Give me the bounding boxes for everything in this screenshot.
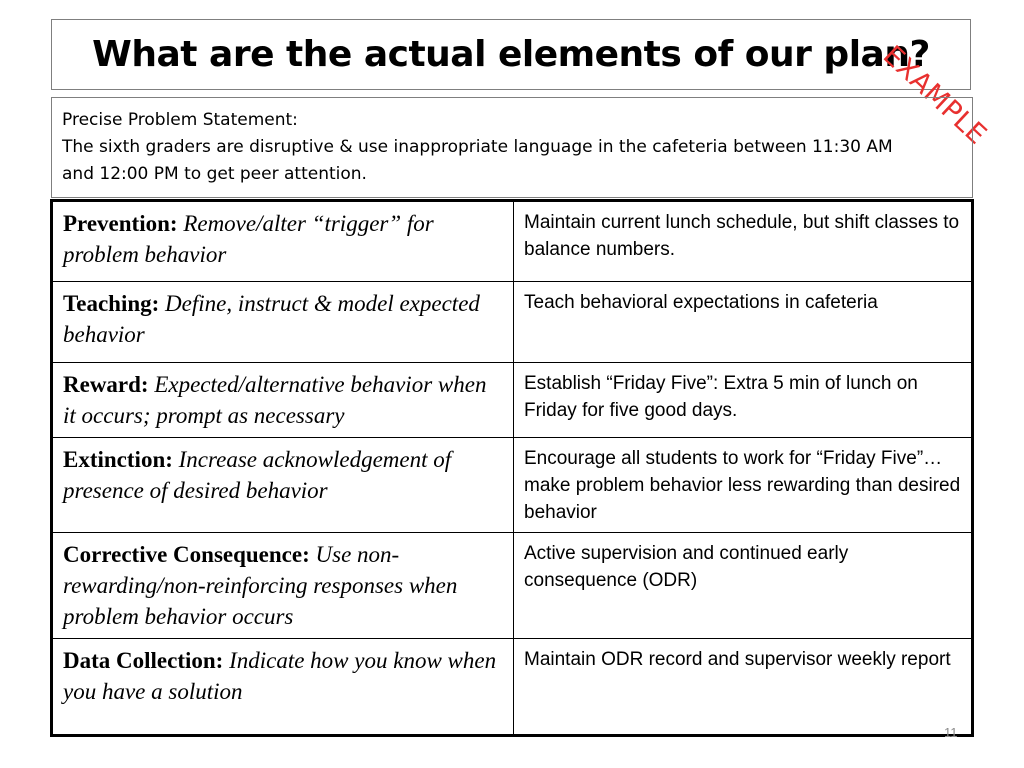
element-description: Remove/alter “trigger” for problem behavior bbox=[63, 211, 434, 267]
table-row-data-collection bbox=[52, 639, 973, 736]
element-cell bbox=[52, 363, 514, 438]
element-heading: Reward: bbox=[63, 372, 149, 397]
title-box bbox=[51, 19, 971, 90]
element-cell bbox=[52, 201, 514, 282]
action-cell: Maintain current lunch schedule, but shift classes to balance numbers. bbox=[514, 201, 973, 282]
table-row-extinction bbox=[52, 438, 973, 533]
element-description: Define, instruct & model expected behavior bbox=[63, 291, 480, 347]
table-row-prevention bbox=[52, 201, 973, 282]
problem-statement-label: Precise Problem Statement: bbox=[62, 110, 298, 130]
element-cell bbox=[52, 639, 514, 736]
action-cell: Encourage all students to work for “Friday Five”… make problem behavior less rewarding than desired behavior bbox=[514, 438, 973, 533]
element-heading: Prevention: bbox=[63, 211, 178, 236]
action-cell: Active supervision and continued early consequence (ODR) bbox=[514, 533, 973, 639]
problem-statement-line-2: and 12:00 PM to get peer attention. bbox=[62, 164, 367, 184]
problem-statement-line-1: The sixth graders are disruptive & use inappropriate language in the cafeteria between 11:30 AM bbox=[62, 137, 893, 157]
action-cell: Maintain ODR record and supervisor weekly report bbox=[514, 639, 973, 736]
element-heading: Teaching: bbox=[63, 291, 160, 316]
action-cell: Establish “Friday Five”: Extra 5 min of lunch on Friday for five good days. bbox=[514, 363, 973, 438]
element-cell bbox=[52, 438, 514, 533]
element-heading: Corrective Consequence: bbox=[63, 542, 310, 567]
problem-statement bbox=[51, 97, 973, 198]
table-row-teaching bbox=[52, 282, 973, 363]
page-title: What are the actual elements of our plan? bbox=[92, 34, 930, 75]
element-description: Indicate how you know when you have a solution bbox=[63, 648, 497, 704]
example-stamp: EXAMPLE bbox=[876, 40, 993, 151]
table-row-corrective-consequence bbox=[52, 533, 973, 639]
plan-elements-table bbox=[50, 199, 974, 737]
element-description: Expected/alternative behavior when it occurs; prompt as necessary bbox=[63, 372, 487, 428]
element-heading: Extinction: bbox=[63, 447, 173, 472]
element-cell bbox=[52, 282, 514, 363]
page-number: 11 bbox=[944, 725, 958, 740]
element-description: Increase acknowledgement of presence of desired behavior bbox=[63, 447, 452, 503]
element-heading: Data Collection: bbox=[63, 648, 224, 673]
element-description: Use non-rewarding/non-reinforcing responses when problem behavior occurs bbox=[63, 542, 458, 629]
action-cell: Teach behavioral expectations in cafeteria bbox=[514, 282, 973, 363]
table-row-reward bbox=[52, 363, 973, 438]
element-cell bbox=[52, 533, 514, 639]
